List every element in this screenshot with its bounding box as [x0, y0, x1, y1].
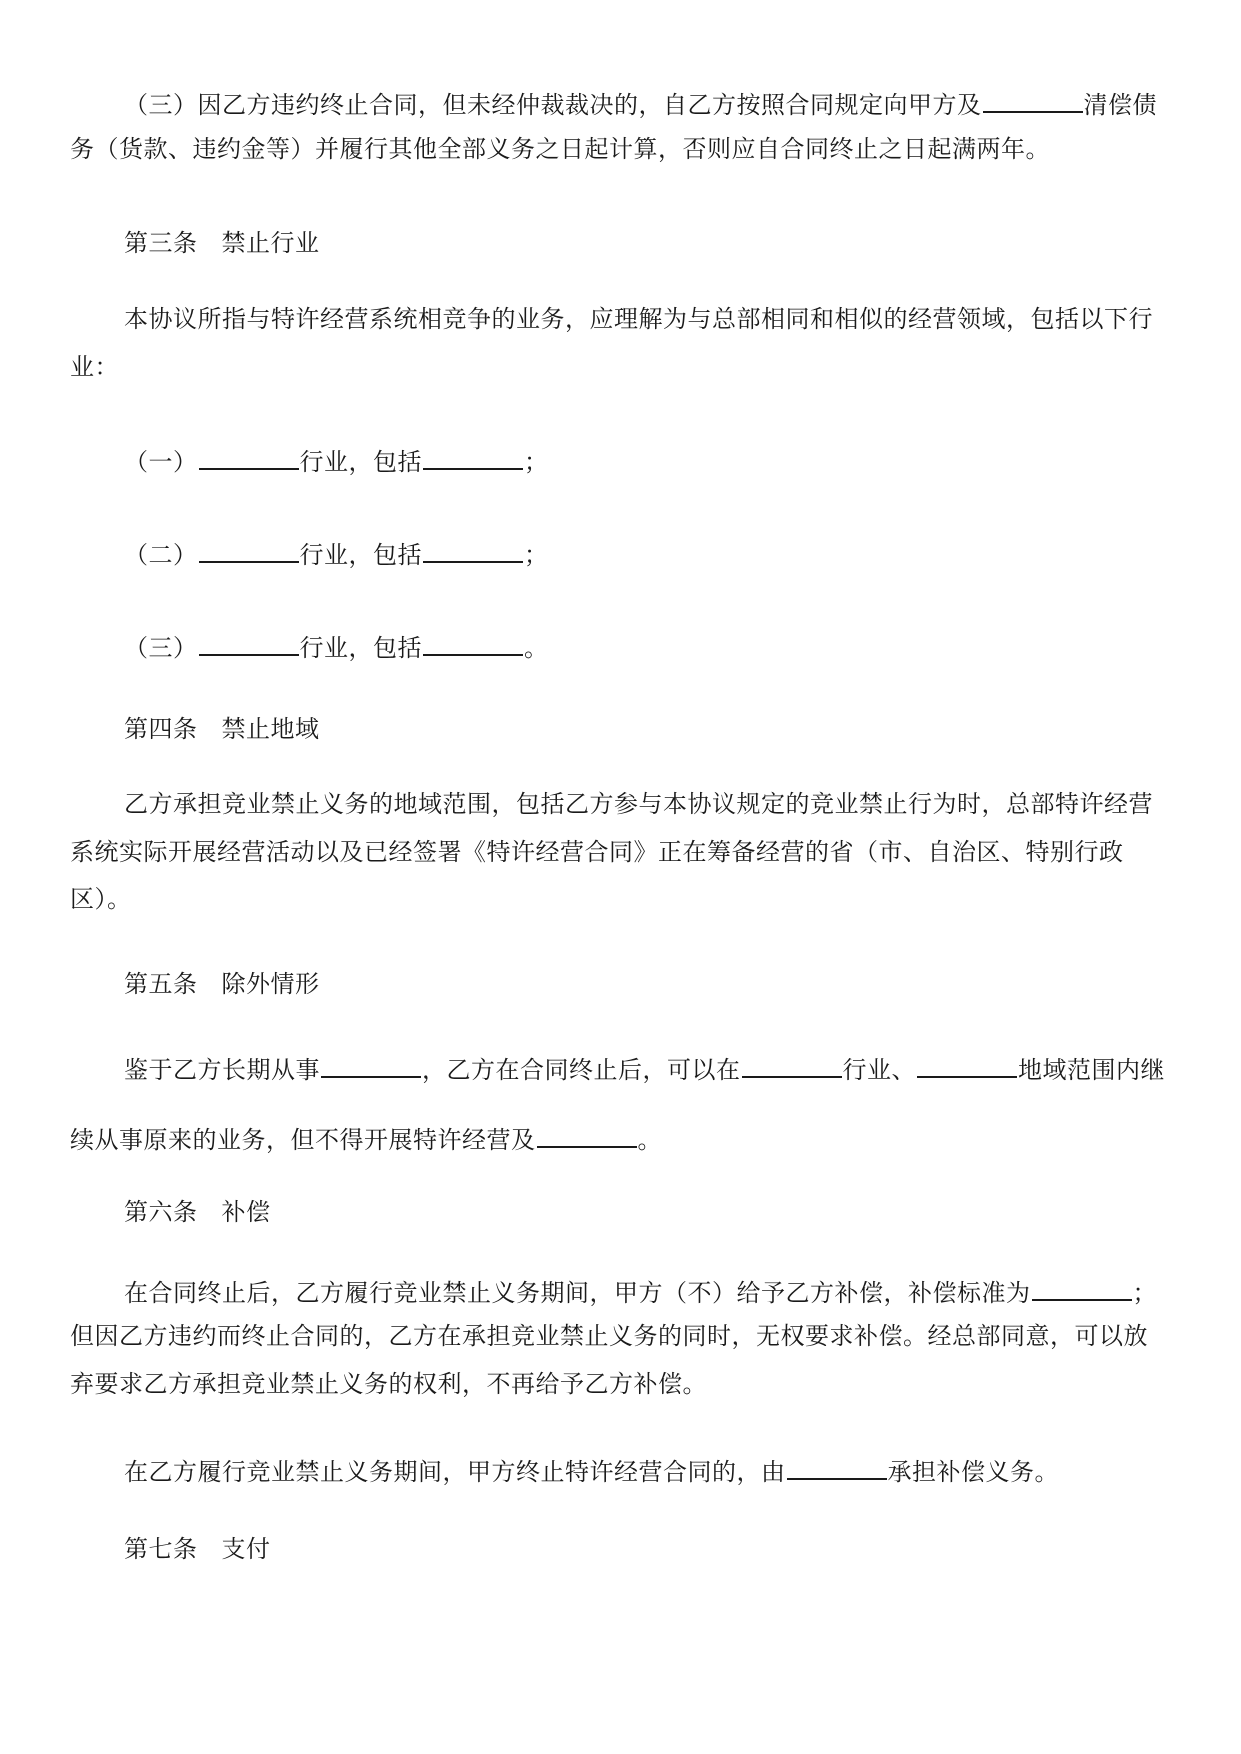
article-6-p1-line-1	[124, 1273, 1157, 1308]
text: 行业，包括	[299, 634, 422, 662]
item-prefix: （一）	[124, 448, 198, 476]
text: 承担补偿义务。	[887, 1458, 1059, 1486]
article-4-line-3	[70, 884, 132, 914]
fill-blank[interactable]	[423, 628, 523, 656]
article-number: 第七条	[124, 1535, 198, 1563]
text: 乙方承担竞业禁止义务的地域范围，包括乙方参与本协议规定的竞业禁止行为时，总部特许经营	[124, 790, 1153, 818]
article-3-intro-line-2	[70, 352, 119, 382]
text: 行业、	[842, 1056, 916, 1084]
text: 在乙方履行竞业禁止义务期间，甲方终止特许经营合同的，由	[124, 1458, 786, 1486]
text: 业：	[70, 353, 119, 381]
text: 行业，包括	[299, 541, 422, 569]
industry-item-3	[124, 628, 549, 663]
text: ；	[1132, 1279, 1157, 1307]
text: ；	[524, 448, 549, 476]
article-7-heading	[124, 1534, 271, 1564]
text: 地域范围内继	[1018, 1056, 1165, 1084]
text: 务（货款、违约金等）并履行其他全部义务之日起计算，否则应自合同终止之日起满两年。	[70, 135, 1050, 163]
article-5-line-1	[124, 1050, 1165, 1085]
article-4-heading	[124, 714, 320, 744]
article-6-p1-line-2	[70, 1321, 1148, 1351]
text: 本协议所指与特许经营系统相竞争的业务，应理解为与总部相同和相似的经营领域，包括以下行	[124, 305, 1153, 333]
article-number: 第六条	[124, 1198, 198, 1226]
text: 。	[524, 634, 549, 662]
article-3-intro-line-1	[124, 304, 1153, 334]
article-number: 第三条	[124, 229, 198, 257]
fill-blank[interactable]	[423, 442, 523, 470]
article-title: 禁止行业	[221, 229, 320, 257]
text: 在合同终止后，乙方履行竞业禁止义务期间，甲方（不）给予乙方补偿，补偿标准为	[124, 1279, 1031, 1307]
fill-blank[interactable]	[199, 535, 299, 563]
article-number: 第五条	[124, 970, 198, 998]
fill-blank[interactable]	[1032, 1273, 1132, 1301]
article-title: 补偿	[221, 1198, 271, 1226]
text: 系统实际开展经营活动以及已经签署《特许经营合同》正在筹备经营的省（市、自治区、特别行政	[70, 838, 1124, 866]
fill-blank[interactable]	[742, 1050, 842, 1078]
text: （三）因乙方违约终止合同，但未经仲裁裁决的，自乙方按照合同规定向甲方及	[124, 91, 982, 119]
item-prefix: （二）	[124, 541, 198, 569]
text: 区）。	[70, 885, 132, 913]
article-4-line-1	[124, 789, 1153, 819]
text: 鉴于乙方长期从事	[124, 1056, 320, 1084]
article-5-line-2	[70, 1120, 662, 1155]
text: 。	[637, 1126, 662, 1154]
article-4-line-2	[70, 837, 1124, 867]
article-title: 支付	[221, 1535, 271, 1563]
article-title: 除外情形	[221, 970, 320, 998]
text: ，乙方在合同终止后，可以在	[422, 1056, 741, 1084]
article-5-heading	[124, 969, 320, 999]
text: 弃要求乙方承担竞业禁止义务的权利，不再给予乙方补偿。	[70, 1370, 707, 1398]
fill-blank[interactable]	[199, 442, 299, 470]
fill-blank[interactable]	[321, 1050, 421, 1078]
fill-blank[interactable]	[787, 1452, 887, 1480]
fill-blank[interactable]	[537, 1120, 637, 1148]
article-6-p1-line-3	[70, 1369, 707, 1399]
article-6-p2	[124, 1452, 1059, 1487]
industry-item-1	[124, 442, 549, 477]
fill-blank[interactable]	[423, 535, 523, 563]
text: 但因乙方违约而终止合同的，乙方在承担竞业禁止义务的同时，无权要求补偿。经总部同意，可以放	[70, 1322, 1148, 1350]
article-title: 禁止地域	[221, 715, 320, 743]
clause-3-line-1	[124, 85, 1157, 120]
text: 清偿债	[1083, 91, 1157, 119]
clause-3-line-2	[70, 134, 1050, 164]
fill-blank[interactable]	[983, 85, 1083, 113]
industry-item-2	[124, 535, 549, 570]
text: ；	[524, 541, 549, 569]
article-6-heading	[124, 1197, 271, 1227]
fill-blank[interactable]	[917, 1050, 1017, 1078]
article-number: 第四条	[124, 715, 198, 743]
text: 行业，包括	[299, 448, 422, 476]
text: 续从事原来的业务，但不得开展特许经营及	[70, 1126, 536, 1154]
item-prefix: （三）	[124, 634, 198, 662]
article-3-heading	[124, 228, 320, 258]
fill-blank[interactable]	[199, 628, 299, 656]
